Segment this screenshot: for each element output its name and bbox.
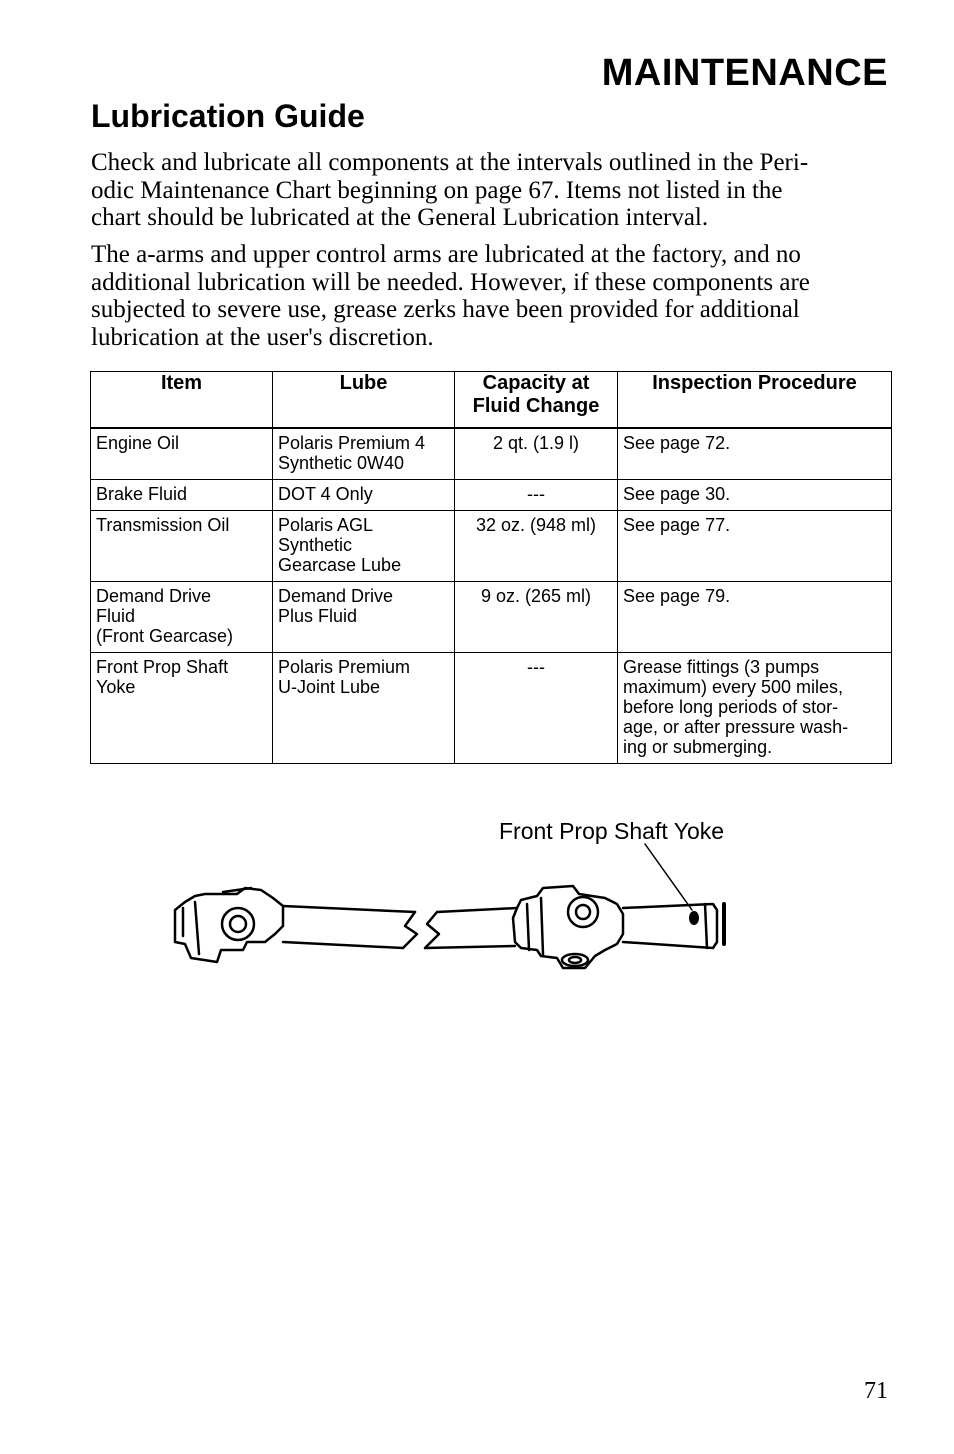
cell-item: Front Prop Shaft Yoke [91,652,273,763]
paragraph-line: Check and lubricate all components at the intervals outlined in the Peri- [91,149,809,176]
left-u-joint [222,908,254,940]
cell-lube: Polaris Premium 4 Synthetic 0W40 [273,428,455,480]
cell-item: Transmission Oil [91,510,273,581]
cell-lube: Polaris Premium U-Joint Lube [273,652,455,763]
paragraph-line: odic Maintenance Chart beginning on page 67. Items not listed in the [91,176,783,204]
right-u-joint [568,897,598,927]
lubrication-table [90,371,892,764]
page-heading: Lubrication Guide [91,98,365,134]
cell-item: Brake Fluid [91,479,273,510]
table-row [91,510,892,581]
cell-inspection: Grease fittings (3 pumps maximum) every 500 miles, before long periods of stor- age, or after pressure wash- ing or submerging. [618,652,892,763]
cell-item: Engine Oil [91,428,273,480]
cell-capacity: 9 oz. (265 ml) [455,581,618,652]
cell-inspection: See page 72. [618,428,892,480]
table-header-row [91,372,892,428]
cell-lube: Demand Drive Plus Fluid [273,581,455,652]
paragraph-line: additional lubrication will be needed. However, if these components are [91,268,810,296]
cell-capacity: --- [455,479,618,510]
cell-capacity: 2 qt. (1.9 l) [455,428,618,480]
header-item: Item [91,372,273,428]
header-inspection: Inspection Procedure [618,372,892,428]
table-row [91,652,892,763]
cell-inspection: See page 30. [618,479,892,510]
cell-capacity: 32 oz. (948 ml) [455,510,618,581]
callout-leader-line [645,844,692,910]
cell-inspection: See page 77. [618,510,892,581]
cell-inspection: See page 79. [618,581,892,652]
paragraph-line: lubrication at the user's discretion. [91,323,434,351]
header-capacity: Capacity at Fluid Change [455,372,618,428]
paragraph-line: The a-arms and upper control arms are lubricated at the factory, and no [91,241,801,268]
cell-lube: DOT 4 Only [273,479,455,510]
paragraph-a-arms [91,241,891,351]
table-row [91,428,892,480]
cell-capacity: --- [455,652,618,763]
paragraph-line: subjected to severe use, grease zerks have been provided for additional [91,296,800,323]
table-row [91,479,892,510]
prop-shaft-illustration [165,838,745,978]
figure-callout-label: Front Prop Shaft Yoke [499,818,725,844]
grease-fitting [689,911,699,925]
page-number: 71 [864,1378,888,1404]
paragraph-intro [91,149,891,232]
front-prop-shaft-yoke [623,904,717,948]
cell-item: Demand Drive Fluid (Front Gearcase) [91,581,273,652]
paragraph-line: chart should be lubricated at the General Lubrication interval. [91,204,709,231]
table-row [91,581,892,652]
header-lube: Lube [273,372,455,428]
section-title: MAINTENANCE [601,52,888,94]
cell-lube: Polaris AGL Synthetic Gearcase Lube [273,510,455,581]
